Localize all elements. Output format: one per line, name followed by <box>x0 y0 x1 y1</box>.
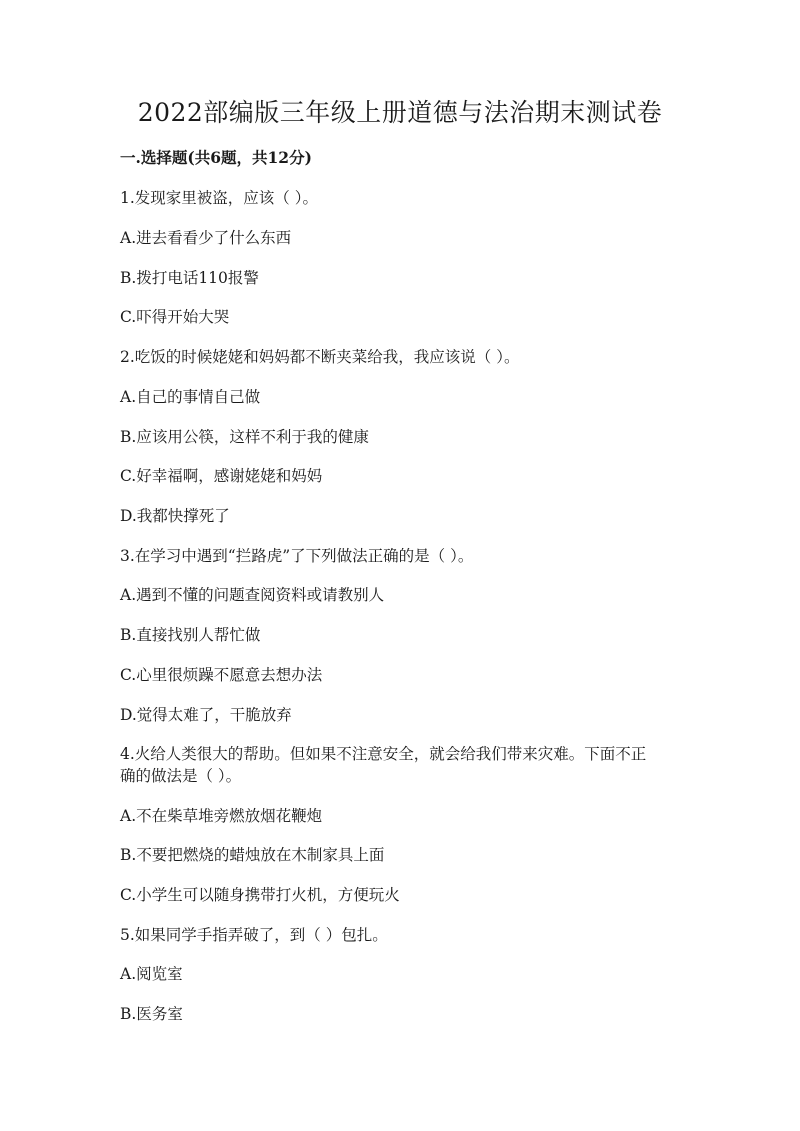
question-2-option-d: D.我都快撑死了 <box>120 507 230 525</box>
question-3-option-d: D.觉得太难了，干脆放弃 <box>120 706 292 724</box>
question-1-option-b: B.拨打电话110报警 <box>120 269 259 287</box>
page-title: 2022部编版三年级上册道德与法治期末测试卷 <box>137 98 663 127</box>
question-3-option-c: C.心里很烦躁不愿意去想办法 <box>120 666 323 684</box>
question-2-option-a: A.自己的事情自己做 <box>120 388 261 406</box>
question-1-option-c: C.吓得开始大哭 <box>120 308 230 326</box>
question-3-stem: 3.在学习中遇到“拦路虎”了下列做法正确的是（ ）。 <box>120 547 474 565</box>
question-4-stem-line-1: 4.火给人类很大的帮助。但如果不注意安全，就会给我们带来灾难。下面不正 <box>120 745 647 763</box>
question-2-option-b: B.应该用公筷，这样不利于我的健康 <box>120 428 369 446</box>
question-4-option-c: C.小学生可以随身携带打火机，方便玩火 <box>120 886 400 904</box>
question-5-stem: 5.如果同学手指弄破了，到（ ）包扎。 <box>120 926 388 944</box>
question-1-stem: 1.发现家里被盗，应该（ ）。 <box>120 189 318 207</box>
question-4-option-b: B.不要把燃烧的蜡烛放在木制家具上面 <box>120 846 385 864</box>
question-4-stem-line-2: 确的做法是（ ）。 <box>120 767 242 785</box>
question-4-option-a: A.不在柴草堆旁燃放烟花鞭炮 <box>120 807 323 825</box>
question-5-option-a: A.阅览室 <box>120 965 183 983</box>
question-2-stem: 2.吃饭的时候姥姥和妈妈都不断夹菜给我，我应该说（ ）。 <box>120 348 520 366</box>
question-5-option-b: B.医务室 <box>120 1005 183 1023</box>
question-3-option-a: A.遇到不懂的问题查阅资料或请教别人 <box>120 586 385 604</box>
question-2-option-c: C.好幸福啊，感谢姥姥和妈妈 <box>120 467 323 485</box>
question-1-option-a: A.进去看看少了什么东西 <box>120 229 292 247</box>
question-3-option-b: B.直接找别人帮忙做 <box>120 626 261 644</box>
section-heading: 一.选择题(共6题，共12分) <box>120 148 312 167</box>
